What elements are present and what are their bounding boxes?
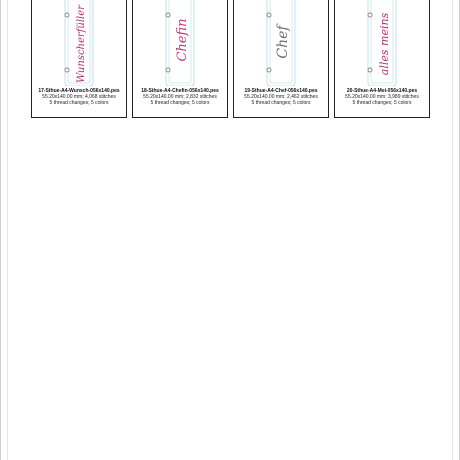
snap-hole-icon: [65, 13, 69, 17]
design-filename: 17-Sthue-A4-Wunsch-056x140.pes: [38, 88, 120, 94]
snap-hole-icon: [368, 13, 372, 17]
embroidery-text: alles meins: [378, 12, 391, 76]
design-thread-info: 5 thread changes; 5 colors: [352, 100, 412, 107]
snap-hole-icon: [166, 13, 170, 17]
design-card-18: [132, 0, 228, 118]
design-card-19: [233, 0, 329, 118]
snap-hole-icon: [166, 68, 170, 72]
design-dimensions: 55.20x140.00 mm; 2,832 stitches: [143, 94, 217, 101]
snap-hole-icon: [65, 68, 69, 72]
design-filename: 18-Sthue-A4-Chefin-056x140.pes: [141, 88, 219, 94]
design-thread-info: 5 thread changes; 5 colors: [49, 100, 109, 107]
strap-design-preview: [32, 0, 126, 86]
snap-hole-icon: [267, 13, 271, 17]
design-card-20: [334, 0, 430, 118]
design-dimensions: 55.20x140.00 mm; 4,068 stitches: [42, 94, 116, 101]
design-dimensions: 55.20x140.00 mm; 3,989 stitches: [345, 94, 419, 101]
strap-design-preview: [133, 0, 227, 86]
embroidery-text: Chef: [275, 25, 291, 59]
strap-design-preview: [234, 0, 328, 86]
design-filename: 20-Sthue-A4-Mei-056x140.pes: [346, 88, 418, 94]
design-thread-info: 5 thread changes; 5 colors: [251, 100, 311, 107]
design-card-17: [31, 0, 127, 118]
design-dimensions: 55.20x140.00 mm; 2,462 stitches: [244, 94, 318, 101]
page-margin-line: [452, 0, 453, 460]
snap-hole-icon: [368, 68, 372, 72]
embroidery-text: Chefin: [175, 18, 190, 62]
page-margin-line: [7, 0, 8, 460]
design-filename: 19-Sthue-A4-Chef-056x140.pes: [244, 88, 318, 94]
design-thread-info: 5 thread changes; 5 colors: [150, 100, 210, 107]
embroidery-text: Wunscherfüller: [76, 5, 87, 83]
strap-design-preview: [335, 0, 429, 86]
snap-hole-icon: [267, 68, 271, 72]
